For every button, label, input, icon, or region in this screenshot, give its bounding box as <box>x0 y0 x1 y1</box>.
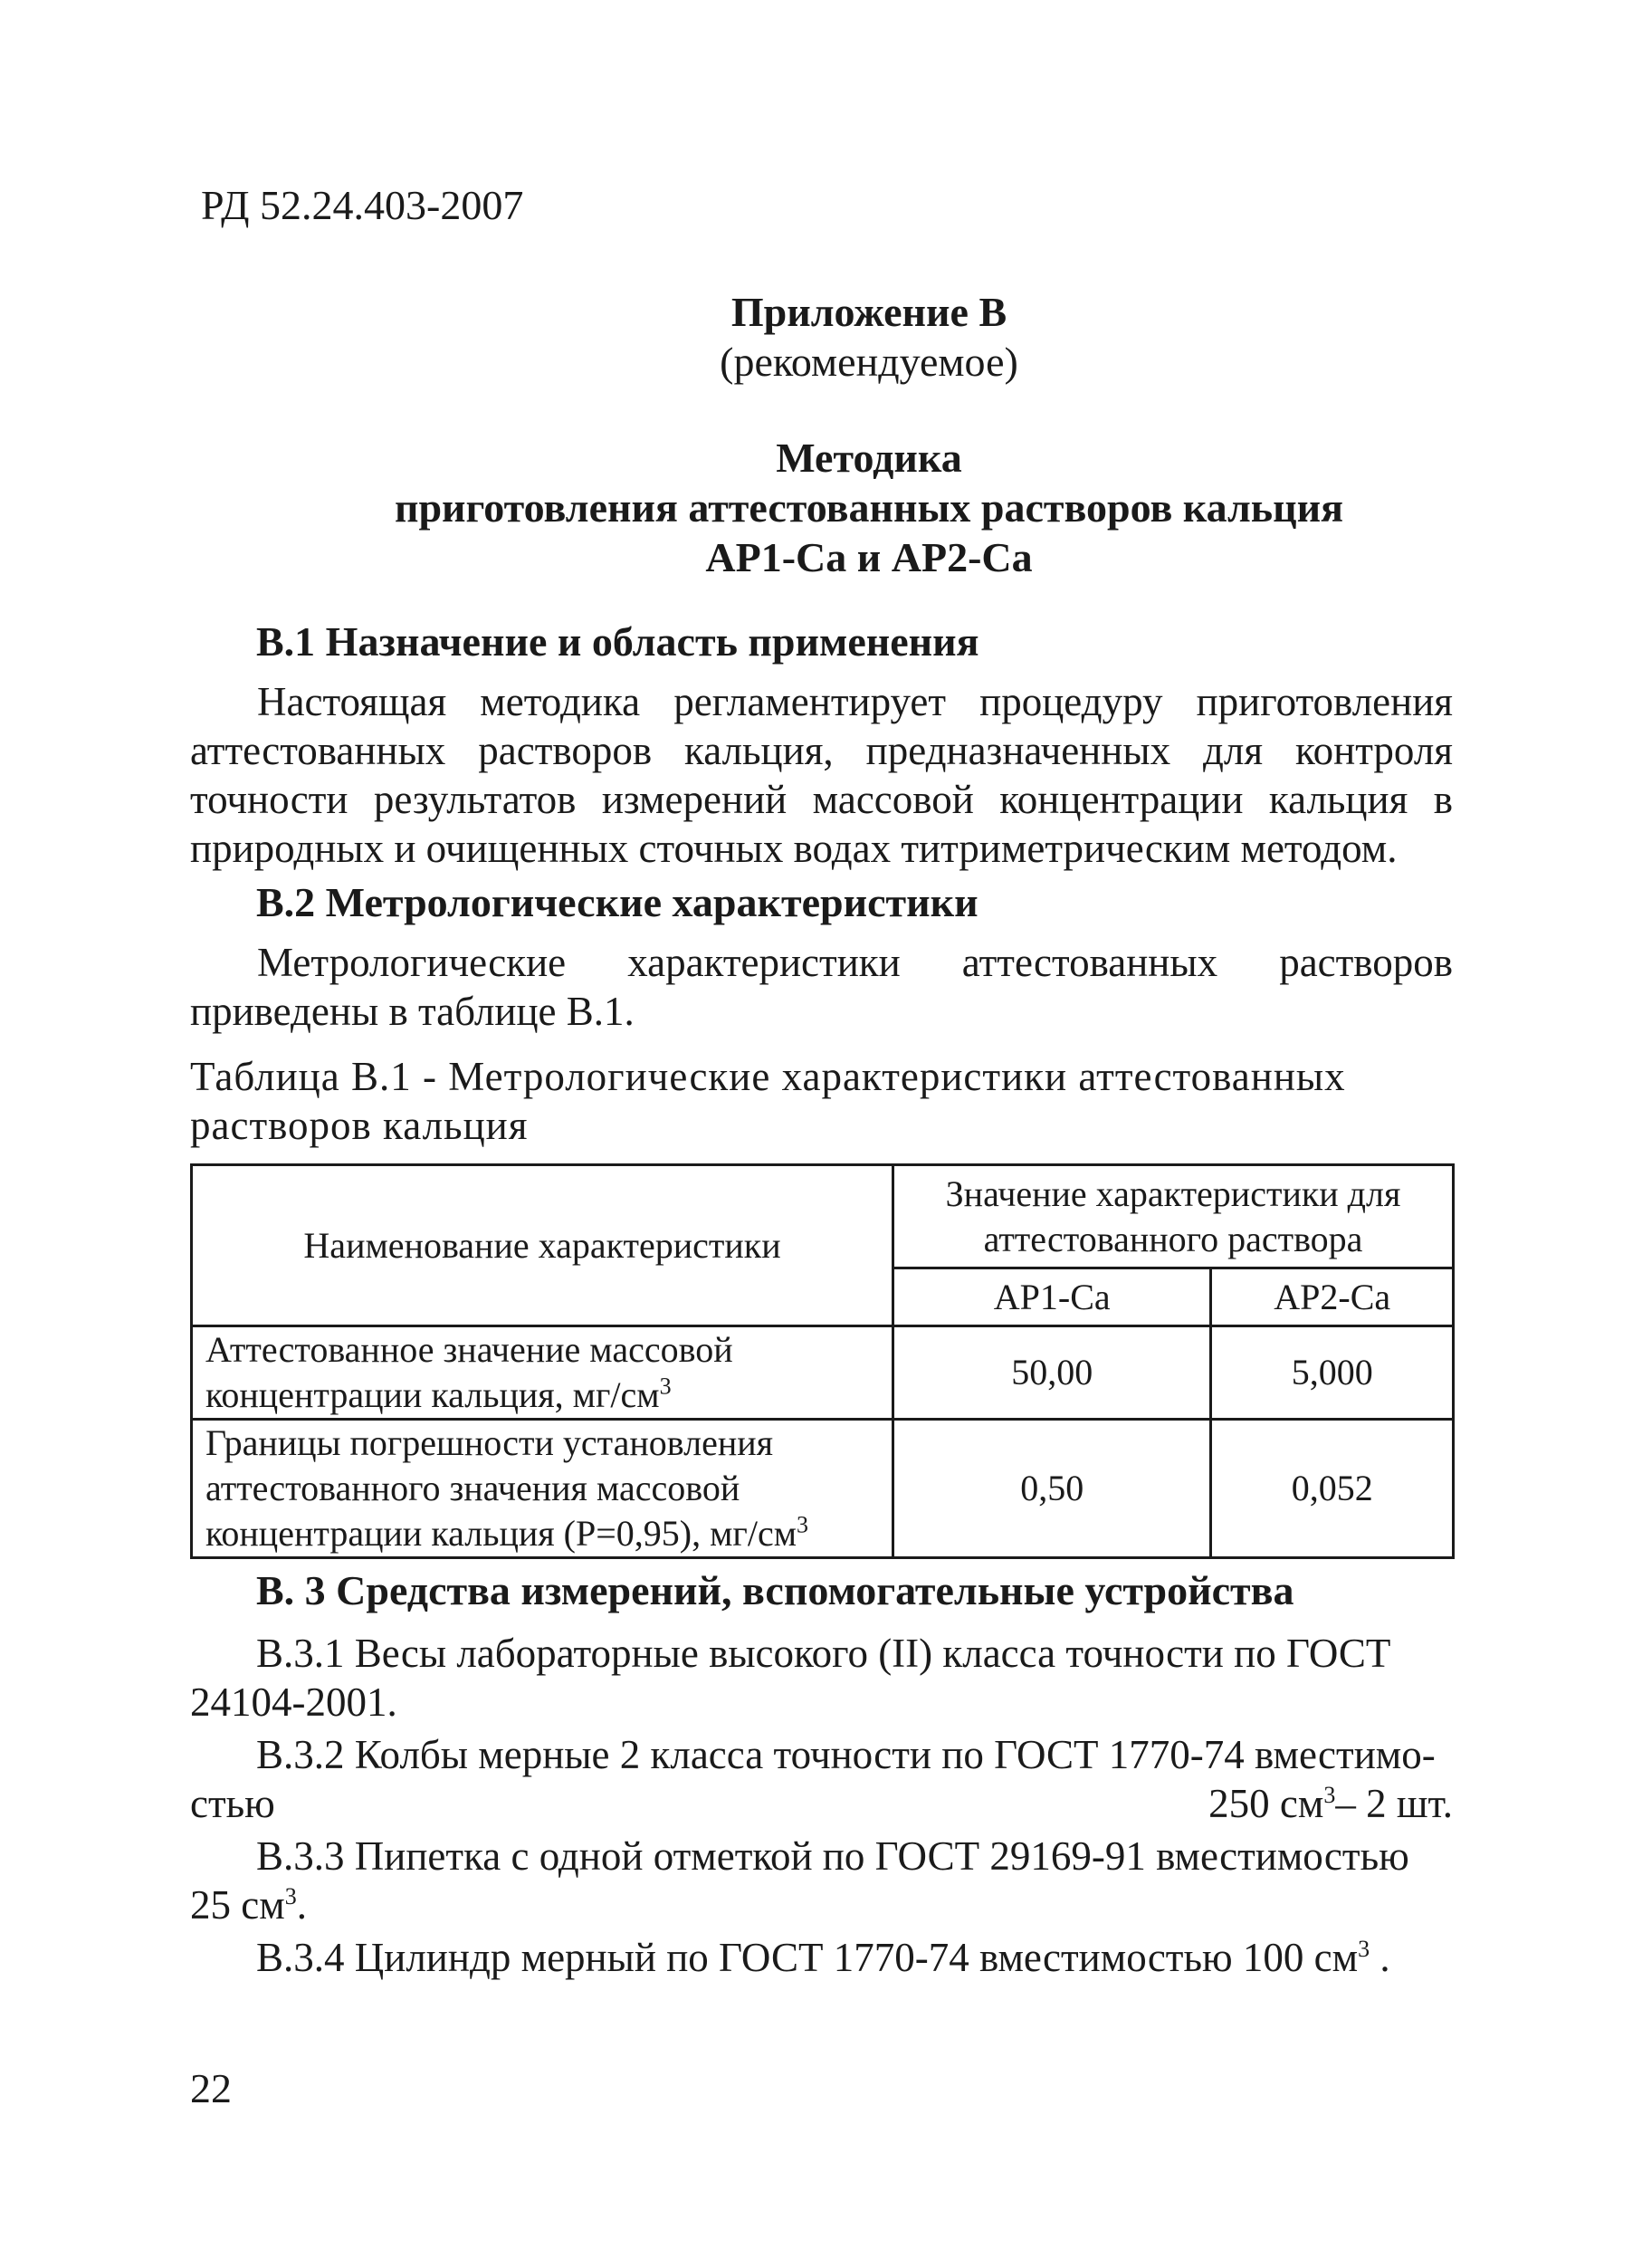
header-characteristic-value: Значение характеристики для аттестованного раствора <box>893 1165 1454 1268</box>
item-3-3-line-2: 25 $см^3$. <box>190 1882 307 1928</box>
item-3-4-line-1: В.3.4 Цилиндр мерный по ГОСТ 1770-74 вместимостью 100 $см^3$ . <box>256 1935 1390 1980</box>
table-row <box>192 1326 1454 1420</box>
table-header-row <box>192 1165 1454 1268</box>
method-title <box>190 433 1548 582</box>
method-title-line-2: приготовления аттестованных растворов кальция <box>394 484 1344 531</box>
section-2-text: Метрологические характеристики аттестованных растворов приведены в таблице В.1. <box>190 940 1453 1034</box>
document-code: РД 52.24.403-2007 <box>201 182 524 228</box>
section-1-text: Настоящая методика регламентирует процедуру приготовления аттестованных растворов кальция, предназначенных для контроля точности результатов измерений массовой концентрации кальция в природных и очищенных сточных водах титриметрическим методом. <box>190 679 1453 871</box>
item-3-2-volume: 250 $см^3-$ 2 шт. <box>1208 1781 1453 1826</box>
row-2-name: Границы погрешности установления аттестованного значения массовой концентрации кальция (Р=0,95), $мг/см^3$ <box>192 1420 893 1558</box>
header-characteristic-name: Наименование характеристики <box>192 1165 893 1326</box>
appendix-title: Приложение В <box>730 289 1007 335</box>
row-1-ap2: 5,000 <box>1211 1326 1454 1420</box>
section-1-heading: В.1 Назначение и область применения <box>256 618 979 665</box>
item-3-1-line-1: В.3.1 Весы лабораторные высокого (II) класса точности по ГОСТ <box>256 1631 1391 1676</box>
section-2-heading: В.2 Метрологические характеристики <box>256 879 979 925</box>
method-title-line-3: АР1-Са и АР2-Са <box>705 534 1033 580</box>
page-number: 22 <box>190 2065 232 2111</box>
appendix-subtitle: (рекомендуемое) <box>720 339 1018 385</box>
header-ap1: АР1-Са <box>893 1268 1211 1326</box>
row-1-name: Аттестованное значение массовой концентрации кальция, $мг/см^3$ <box>192 1326 893 1420</box>
item-3-2-line-2: стью <box>190 1781 275 1826</box>
table-caption: Таблица В.1 - Метрологические характеристики аттестованных растворов кальция <box>190 1054 1346 1148</box>
item-3-3-line-1: В.3.3 Пипетка с одной отметкой по ГОСТ 29169-91 вместимостью <box>256 1833 1409 1879</box>
row-2-ap2: 0,052 <box>1211 1420 1454 1558</box>
row-1-ap1: 50,00 <box>893 1326 1211 1420</box>
item-3-2-line-1: В.3.2 Колбы мерные 2 класса точности по ГОСТ 1770-74 вместимо- <box>256 1732 1436 1777</box>
header-ap2: АР2-Са <box>1211 1268 1454 1326</box>
table-row <box>192 1420 1454 1558</box>
method-title-line-1: Методика <box>776 435 962 481</box>
item-3-1-line-2: 24104-2001. <box>190 1679 397 1725</box>
section-3-heading: В. 3 Средства измерений, вспомогательные устройства <box>256 1567 1294 1613</box>
row-2-ap1: 0,50 <box>893 1420 1211 1558</box>
metrology-table <box>190 1163 1455 1559</box>
